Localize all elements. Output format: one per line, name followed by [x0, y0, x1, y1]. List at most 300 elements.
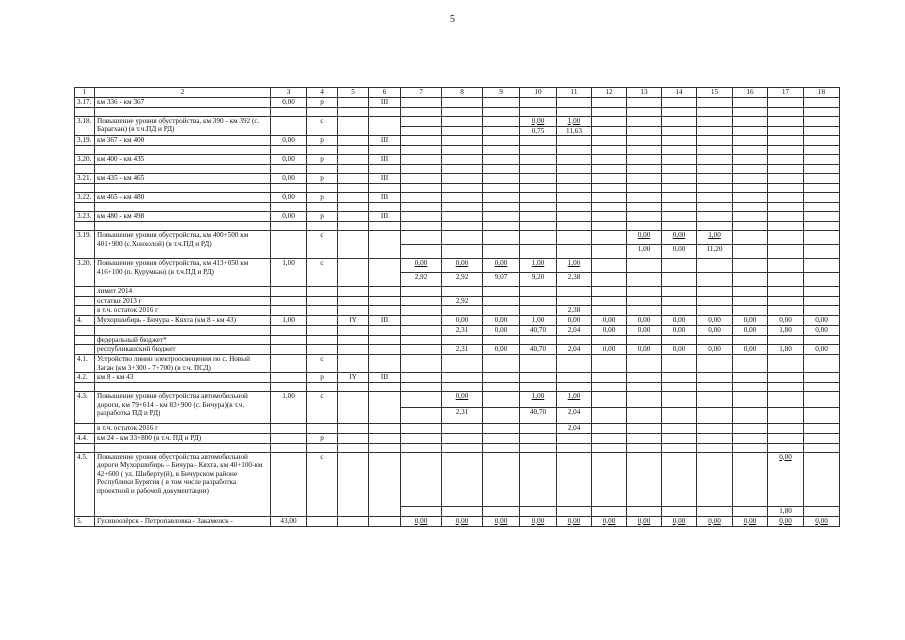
value-cell: 1,80 [768, 506, 804, 516]
value-cell [662, 355, 697, 373]
value-cell [557, 231, 592, 245]
value-cell [483, 116, 520, 126]
table-row [75, 107, 840, 116]
value-cell: 43,00 [271, 516, 307, 526]
value-cell: 0,00 [662, 345, 697, 355]
value-cell [768, 193, 804, 203]
value-cell [557, 433, 592, 443]
value-cell: 40,70 [520, 325, 557, 335]
value-cell [592, 259, 627, 273]
value-cell [627, 116, 662, 126]
value-cell [804, 231, 840, 245]
value-cell [804, 296, 840, 306]
table-row [75, 231, 840, 245]
value-cell [804, 273, 840, 287]
row-number-cell [75, 184, 95, 193]
value-cell [627, 452, 662, 506]
value-cell [401, 452, 442, 506]
value-cell [520, 231, 557, 245]
value-cell [697, 373, 733, 383]
description-cell: км 465 - км 480 [95, 193, 271, 203]
value-cell [557, 506, 592, 516]
description-cell: остатки 2013 г [95, 296, 271, 306]
column-header: 10 [520, 88, 557, 98]
value-cell [401, 392, 442, 408]
row-number-cell [75, 345, 95, 355]
value-cell [627, 193, 662, 203]
value-cell [557, 155, 592, 165]
value-cell [401, 383, 442, 392]
value-cell [401, 97, 442, 107]
value-cell [483, 355, 520, 373]
value-cell [483, 184, 520, 193]
value-cell [697, 107, 733, 116]
value-cell [697, 222, 733, 231]
table-row [75, 355, 840, 373]
value-cell: III [369, 193, 401, 203]
description-cell: федеральный бюджет* [95, 335, 271, 345]
value-cell [697, 184, 733, 193]
value-cell [401, 107, 442, 116]
value-cell [662, 383, 697, 392]
description-cell: Гусиноозёрск - Петропавловка - Закаменск - [95, 516, 271, 526]
value-cell [520, 443, 557, 452]
value-cell [483, 165, 520, 174]
value-cell [733, 107, 768, 116]
description-cell: Повышение уровня обустройства, км 390 - км 392 (с. Барагхан) (в т.ч.ПД и РД) [95, 116, 271, 136]
value-cell [592, 392, 627, 408]
value-cell: 9,07 [483, 273, 520, 287]
value-cell [401, 373, 442, 383]
value-cell [369, 165, 401, 174]
value-cell [804, 452, 840, 506]
value-cell [307, 184, 338, 193]
value-cell: 0,00 [804, 345, 840, 355]
value-cell: 0,00 [557, 516, 592, 526]
value-cell [557, 443, 592, 452]
value-cell [483, 203, 520, 212]
column-header: 11 [557, 88, 592, 98]
description-cell: км 367 - км 400 [95, 136, 271, 146]
value-cell [401, 245, 442, 259]
description-cell [95, 203, 271, 212]
value-cell [483, 222, 520, 231]
value-cell [520, 452, 557, 506]
value-cell [338, 392, 369, 424]
description-cell: в т.ч. остаток 2016 г [95, 306, 271, 316]
value-cell [733, 433, 768, 443]
value-cell [697, 126, 733, 136]
value-cell [338, 452, 369, 516]
value-cell [271, 116, 307, 136]
value-cell [662, 306, 697, 316]
value-cell [697, 452, 733, 506]
table-row [75, 193, 840, 203]
value-cell: 1,00 [520, 392, 557, 408]
value-cell [271, 184, 307, 193]
value-cell [557, 165, 592, 174]
value-cell [338, 212, 369, 222]
value-cell [768, 245, 804, 259]
row-number-cell: 3.18. [75, 116, 95, 136]
table-row [75, 424, 840, 434]
table-row [75, 116, 840, 126]
row-number-cell: 3.21. [75, 174, 95, 184]
value-cell [733, 355, 768, 373]
value-cell [733, 335, 768, 345]
value-cell: 2,38 [557, 273, 592, 287]
value-cell [804, 146, 840, 155]
value-cell: 0,00 [271, 193, 307, 203]
value-cell: 0,00 [483, 325, 520, 335]
table-row [75, 222, 840, 231]
value-cell [768, 222, 804, 231]
value-cell [627, 296, 662, 306]
value-cell [401, 222, 442, 231]
value-cell: 0,00 [768, 315, 804, 325]
value-cell: 2,31 [442, 345, 483, 355]
description-cell [95, 146, 271, 155]
value-cell [401, 335, 442, 345]
value-cell [401, 174, 442, 184]
value-cell [627, 222, 662, 231]
value-cell [592, 506, 627, 516]
value-cell [804, 222, 840, 231]
row-number-cell [75, 325, 95, 335]
value-cell [338, 335, 369, 345]
value-cell: 1,00 [697, 231, 733, 245]
value-cell [697, 296, 733, 306]
value-cell [557, 452, 592, 506]
value-cell [369, 116, 401, 136]
value-cell [733, 452, 768, 506]
value-cell [442, 443, 483, 452]
value-cell: III [369, 212, 401, 222]
value-cell [401, 506, 442, 516]
value-cell [627, 506, 662, 516]
value-cell [697, 146, 733, 155]
value-cell [483, 287, 520, 297]
description-cell: Повышение уровня обустройства, км 400+500 км 401+900 (с.Хонхолой) (в т.ч.ПД и РД) [95, 231, 271, 259]
value-cell [697, 383, 733, 392]
value-cell [592, 203, 627, 212]
description-cell [95, 165, 271, 174]
table-row [75, 383, 840, 392]
value-cell [442, 383, 483, 392]
value-cell [733, 126, 768, 136]
column-header: 15 [697, 88, 733, 98]
table-row [75, 287, 840, 297]
value-cell [401, 325, 442, 335]
value-cell: III [369, 373, 401, 383]
table-row [75, 306, 840, 316]
value-cell [733, 146, 768, 155]
value-cell [768, 165, 804, 174]
value-cell [804, 287, 840, 297]
column-header: 14 [662, 88, 697, 98]
value-cell [338, 174, 369, 184]
value-cell [520, 355, 557, 373]
value-cell: 0,00 [401, 516, 442, 526]
value-cell: 40,70 [520, 408, 557, 424]
value-cell [401, 443, 442, 452]
value-cell [662, 212, 697, 222]
value-cell [627, 443, 662, 452]
value-cell [733, 408, 768, 424]
value-cell [733, 212, 768, 222]
column-header: 6 [369, 88, 401, 98]
value-cell [697, 155, 733, 165]
value-cell [338, 516, 369, 526]
value-cell: 0,00 [271, 174, 307, 184]
value-cell: 0,00 [662, 516, 697, 526]
value-cell: 0,00 [627, 231, 662, 245]
row-number-cell [75, 296, 95, 306]
value-cell [338, 146, 369, 155]
value-cell [627, 107, 662, 116]
value-cell [483, 373, 520, 383]
value-cell [697, 203, 733, 212]
value-cell [592, 443, 627, 452]
value-cell [442, 126, 483, 136]
value-cell [557, 97, 592, 107]
value-cell [369, 259, 401, 287]
value-cell [592, 335, 627, 345]
value-cell [271, 383, 307, 392]
value-cell [697, 408, 733, 424]
value-cell [804, 203, 840, 212]
column-header: 2 [95, 88, 271, 98]
value-cell [401, 424, 442, 434]
value-cell [338, 325, 369, 335]
value-cell: 0,00 [442, 259, 483, 273]
value-cell [520, 245, 557, 259]
column-header: 16 [733, 88, 768, 98]
table-row [75, 184, 840, 193]
value-cell: IY [338, 315, 369, 325]
value-cell [401, 345, 442, 355]
value-cell [369, 231, 401, 259]
value-cell [520, 107, 557, 116]
value-cell: с [307, 259, 338, 287]
value-cell: 0,00 [401, 259, 442, 273]
value-cell: III [369, 315, 401, 325]
value-cell [442, 193, 483, 203]
value-cell [307, 443, 338, 452]
row-number-cell [75, 203, 95, 212]
value-cell: 1,00 [557, 259, 592, 273]
value-cell: с [307, 355, 338, 373]
description-cell [95, 325, 271, 335]
value-cell [733, 231, 768, 245]
value-cell [627, 126, 662, 136]
value-cell [627, 174, 662, 184]
value-cell [307, 203, 338, 212]
value-cell: 0,00 [662, 231, 697, 245]
value-cell: 0,00 [592, 345, 627, 355]
column-header: 17 [768, 88, 804, 98]
value-cell [401, 315, 442, 325]
value-cell: с [307, 116, 338, 136]
value-cell [768, 443, 804, 452]
value-cell [307, 165, 338, 174]
value-cell [592, 306, 627, 316]
value-cell [627, 97, 662, 107]
value-cell [520, 383, 557, 392]
value-cell: р [307, 433, 338, 443]
value-cell [442, 165, 483, 174]
value-cell [768, 287, 804, 297]
description-cell: км 400 - км 435 [95, 155, 271, 165]
value-cell: 1,00 [520, 315, 557, 325]
value-cell [520, 373, 557, 383]
value-cell [520, 212, 557, 222]
value-cell [697, 273, 733, 287]
value-cell [442, 116, 483, 126]
value-cell [557, 222, 592, 231]
value-cell: IY [338, 373, 369, 383]
value-cell [804, 97, 840, 107]
column-header: 1 [75, 88, 95, 98]
value-cell: с [307, 452, 338, 516]
value-cell: 0,00 [627, 516, 662, 526]
value-cell [307, 315, 338, 325]
value-cell: р [307, 212, 338, 222]
table-row [75, 155, 840, 165]
value-cell [804, 392, 840, 408]
table-row [75, 335, 840, 345]
value-cell [768, 126, 804, 136]
value-cell: 0,00 [592, 315, 627, 325]
row-number-cell [75, 222, 95, 231]
table-row [75, 452, 840, 506]
value-cell [592, 452, 627, 506]
value-cell: 2,04 [557, 424, 592, 434]
value-cell [483, 335, 520, 345]
value-cell [271, 287, 307, 297]
value-cell [442, 231, 483, 245]
value-cell [768, 392, 804, 408]
value-cell [557, 203, 592, 212]
description-cell: Мухоршибирь - Бичура - Кяхта (км 8 - км 43) [95, 315, 271, 325]
row-number-cell [75, 107, 95, 116]
value-cell [338, 383, 369, 392]
value-cell: 0,00 [483, 516, 520, 526]
value-cell [483, 193, 520, 203]
value-cell [557, 184, 592, 193]
value-cell [307, 383, 338, 392]
value-cell [401, 408, 442, 424]
value-cell [768, 107, 804, 116]
page-number: 5 [450, 14, 455, 25]
row-number-cell: 4.1. [75, 355, 95, 373]
value-cell: 0,00 [662, 245, 697, 259]
value-cell: 0,00 [768, 516, 804, 526]
value-cell [520, 506, 557, 516]
value-cell: 0,00 [483, 345, 520, 355]
value-cell [733, 259, 768, 273]
value-cell [483, 433, 520, 443]
value-cell [627, 355, 662, 373]
row-number-cell: 3.23. [75, 212, 95, 222]
value-cell [804, 259, 840, 273]
value-cell [557, 136, 592, 146]
value-cell [627, 408, 662, 424]
value-cell [627, 273, 662, 287]
value-cell [662, 165, 697, 174]
value-cell [369, 287, 401, 297]
row-number-cell [75, 383, 95, 392]
value-cell [271, 165, 307, 174]
value-cell [307, 306, 338, 316]
value-cell [662, 373, 697, 383]
value-cell [733, 245, 768, 259]
value-cell [768, 424, 804, 434]
value-cell [697, 97, 733, 107]
value-cell: 0,00 [733, 315, 768, 325]
value-cell [592, 433, 627, 443]
value-cell [401, 146, 442, 155]
column-header: 4 [307, 88, 338, 98]
table-row [75, 373, 840, 383]
value-cell: р [307, 97, 338, 107]
value-cell [401, 212, 442, 222]
value-cell [697, 287, 733, 297]
value-cell: 0,00 [271, 155, 307, 165]
value-cell [662, 193, 697, 203]
value-cell [442, 222, 483, 231]
value-cell [401, 126, 442, 136]
value-cell [520, 155, 557, 165]
value-cell [369, 516, 401, 526]
table-row [75, 136, 840, 146]
value-cell: 2,38 [557, 306, 592, 316]
value-cell [520, 287, 557, 297]
value-cell [483, 306, 520, 316]
value-cell [401, 231, 442, 245]
value-cell [662, 443, 697, 452]
value-cell [442, 155, 483, 165]
value-cell [804, 174, 840, 184]
value-cell [369, 184, 401, 193]
value-cell [627, 184, 662, 193]
value-cell [662, 408, 697, 424]
value-cell [442, 373, 483, 383]
value-cell [627, 392, 662, 408]
value-cell [520, 433, 557, 443]
value-cell [592, 373, 627, 383]
value-cell [768, 203, 804, 212]
value-cell [804, 506, 840, 516]
value-cell: 0,00 [627, 325, 662, 335]
value-cell [697, 443, 733, 452]
value-cell [804, 335, 840, 345]
value-cell: 40,70 [520, 345, 557, 355]
value-cell [662, 203, 697, 212]
column-header-row [75, 88, 840, 98]
value-cell: р [307, 193, 338, 203]
description-cell: республиканский бюджет [95, 345, 271, 355]
value-cell [557, 193, 592, 203]
value-cell [733, 97, 768, 107]
value-cell [401, 296, 442, 306]
value-cell: 1,00 [557, 392, 592, 408]
value-cell [768, 231, 804, 245]
value-cell [271, 296, 307, 306]
value-cell [369, 325, 401, 335]
column-header: 7 [401, 88, 442, 98]
value-cell: 0,00 [697, 325, 733, 335]
